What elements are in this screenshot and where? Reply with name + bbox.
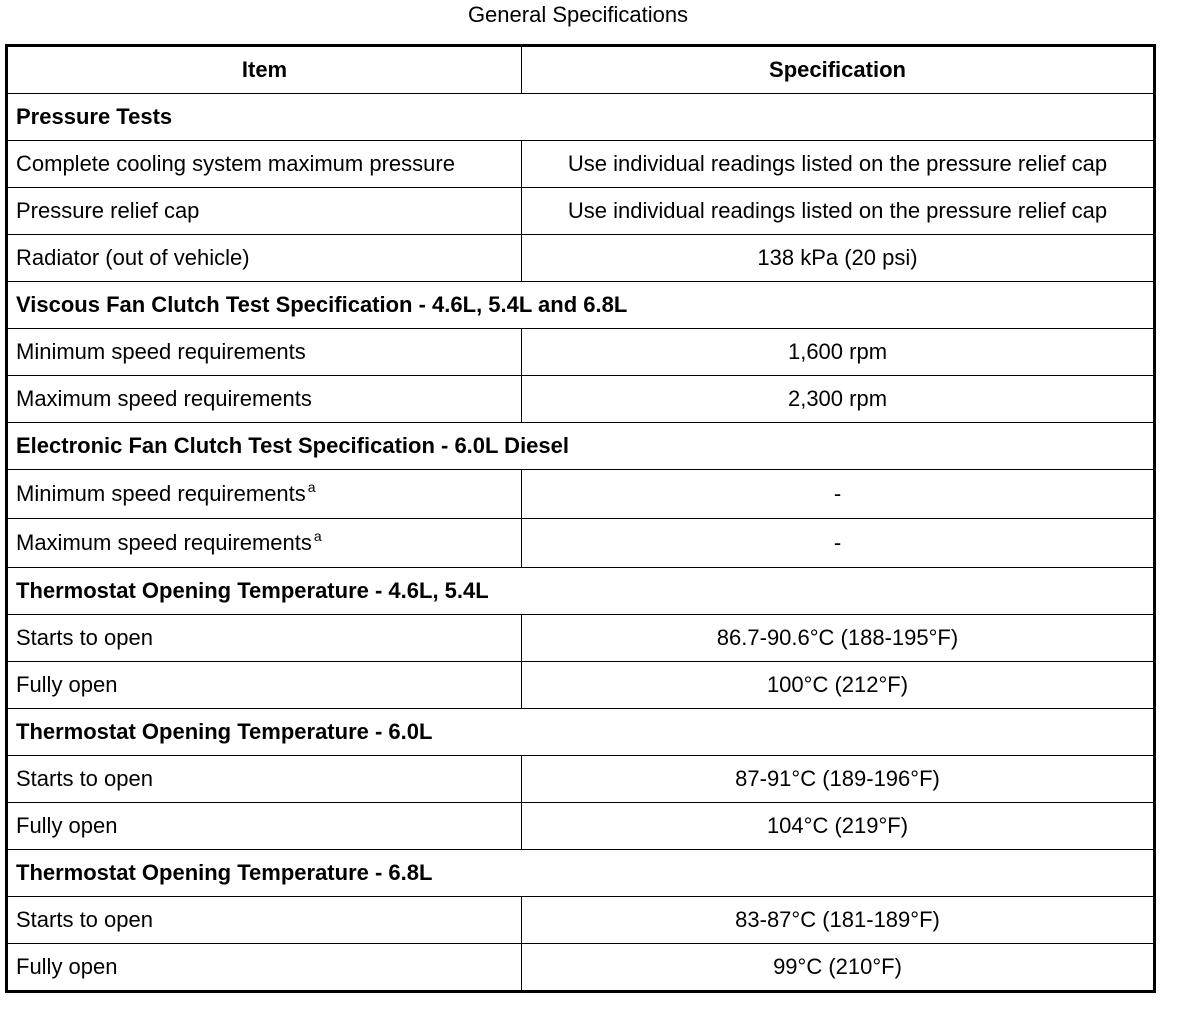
spec-cell: 86.7-90.6°C (188-195°F)	[522, 615, 1155, 662]
section-heading: Pressure Tests	[7, 94, 1155, 141]
section-heading: Thermostat Opening Temperature - 6.8L	[7, 850, 1155, 897]
item-cell: Fully open	[7, 803, 522, 850]
item-cell: Starts to open	[7, 897, 522, 944]
section-row	[7, 568, 1155, 615]
spec-cell: -	[522, 470, 1155, 519]
item-text: Maximum speed requirements	[16, 530, 312, 555]
item-cell: Pressure relief cap	[7, 188, 522, 235]
table-row	[7, 615, 1155, 662]
table-row	[7, 235, 1155, 282]
item-cell: Minimum speed requirements	[7, 329, 522, 376]
spec-cell: 83-87°C (181-189°F)	[522, 897, 1155, 944]
table-row	[7, 141, 1155, 188]
table-row	[7, 662, 1155, 709]
spec-cell: -	[522, 519, 1155, 568]
item-cell: Complete cooling system maximum pressure	[7, 141, 522, 188]
section-heading: Thermostat Opening Temperature - 6.0L	[7, 709, 1155, 756]
table-row	[7, 944, 1155, 992]
column-header-item: Item	[7, 46, 522, 94]
table-row	[7, 756, 1155, 803]
section-row	[7, 423, 1155, 470]
section-row	[7, 282, 1155, 329]
item-cell	[7, 519, 522, 568]
specifications-table	[5, 44, 1156, 993]
spec-cell: 104°C (219°F)	[522, 803, 1155, 850]
item-text: Minimum speed requirements	[16, 481, 306, 506]
item-cell: Fully open	[7, 944, 522, 992]
section-heading: Thermostat Opening Temperature - 4.6L, 5.4L	[7, 568, 1155, 615]
item-cell: Starts to open	[7, 756, 522, 803]
section-row	[7, 850, 1155, 897]
table-row	[7, 376, 1155, 423]
section-row	[7, 709, 1155, 756]
spec-cell: 87-91°C (189-196°F)	[522, 756, 1155, 803]
table-row	[7, 519, 1155, 568]
spec-cell: 99°C (210°F)	[522, 944, 1155, 992]
table-row	[7, 803, 1155, 850]
footnote-marker: a	[307, 479, 316, 495]
footnote-marker: a	[313, 528, 322, 544]
table-row	[7, 897, 1155, 944]
spec-cell: 100°C (212°F)	[522, 662, 1155, 709]
spec-cell: 2,300 rpm	[522, 376, 1155, 423]
item-cell	[7, 470, 522, 519]
section-heading: Viscous Fan Clutch Test Specification - 4.6L, 5.4L and 6.8L	[7, 282, 1155, 329]
section-heading: Electronic Fan Clutch Test Specification - 6.0L Diesel	[7, 423, 1155, 470]
item-cell: Radiator (out of vehicle)	[7, 235, 522, 282]
table-row	[7, 470, 1155, 519]
item-cell: Fully open	[7, 662, 522, 709]
spec-cell: Use individual readings listed on the pressure relief cap	[522, 141, 1155, 188]
table-row	[7, 188, 1155, 235]
section-row	[7, 94, 1155, 141]
spec-cell: Use individual readings listed on the pressure relief cap	[522, 188, 1155, 235]
column-header-specification: Specification	[522, 46, 1155, 94]
header-row	[7, 46, 1155, 94]
table-caption: General Specifications	[467, 2, 689, 27]
item-cell: Maximum speed requirements	[7, 376, 522, 423]
table-row	[7, 329, 1155, 376]
item-cell: Starts to open	[7, 615, 522, 662]
spec-cell: 138 kPa (20 psi)	[522, 235, 1155, 282]
spec-cell: 1,600 rpm	[522, 329, 1155, 376]
